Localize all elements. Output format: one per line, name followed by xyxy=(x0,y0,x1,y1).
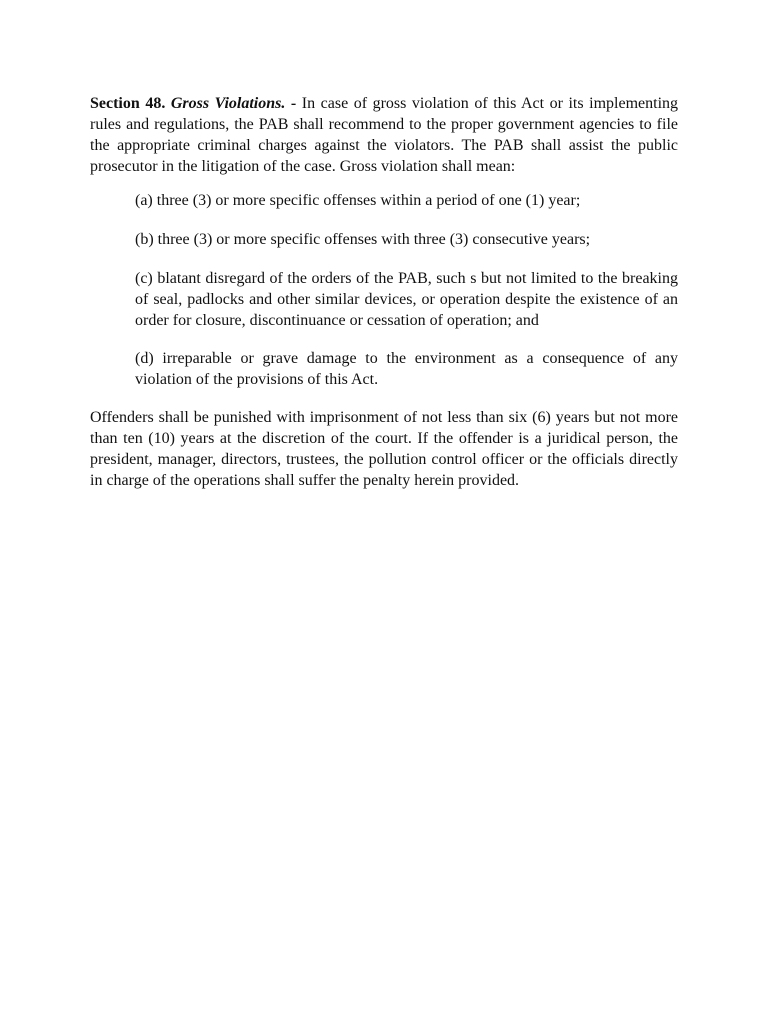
violation-item-a: (a) three (3) or more specific offenses within a period of one (1) year; xyxy=(135,192,581,209)
violation-item-c: (c) blatant disregard of the orders of the PAB, such s but not limited to the breaking of seal, padlocks and other similar devices, or operation despite the existence of an order for closure, discontinuance or cessation of operation; and xyxy=(135,270,678,329)
section-label: Section 48. xyxy=(90,95,166,112)
section-paragraph xyxy=(90,93,678,177)
penalty-paragraph: Offenders shall be punished with imprisonment of not less than six (6) years but not more than ten (10) years at the discretion of the court. If the offender is a juridical person, the president, manager, directors, trustees, the pollution control officer or the officials directly in charge of the operations shall suffer the penalty herein provided. xyxy=(90,409,678,489)
section-title: Gross Violations. xyxy=(170,95,286,112)
violation-item-b: (b) three (3) or more specific offenses with three (3) consecutive years; xyxy=(135,231,591,248)
violation-list xyxy=(135,190,678,390)
section-intro-text: In case of gross violation of this Act or its implementing rules and regulations, the PAB shall recommend to the proper government agencies to file the appropriate criminal charges against the violators. The PAB shall assist the public prosecutor in the litigation of the case. Gross violation shall mean: xyxy=(90,95,679,175)
document-body xyxy=(90,93,678,491)
violation-item-d: (d) irreparable or grave damage to the environment as a consequence of any violation of the provisions of this Act. xyxy=(135,350,678,388)
section-dash: - xyxy=(290,95,297,112)
